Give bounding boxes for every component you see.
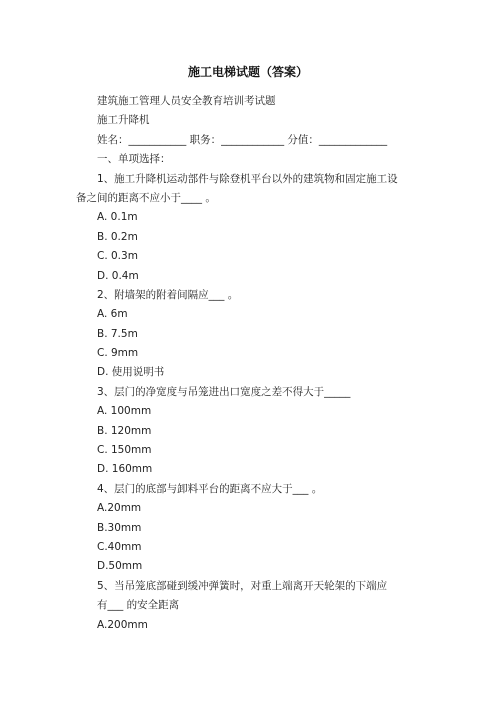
question-3-option-b: B. 120mm: [97, 424, 152, 437]
question-2-option-c: C. 9mm: [97, 347, 139, 360]
question-1-option-c: C. 0.3m: [97, 250, 138, 263]
question-4-option-c: C.40mm: [97, 540, 142, 553]
question-4-option-b: B.30mm: [97, 521, 142, 534]
question-1-option-d: D. 0.4m: [97, 269, 139, 282]
question-5-stem-line-1: 5、当吊笼底部碰到缓冲弹簧时，对重上端离开天轮架的下端应: [97, 579, 388, 592]
question-2-option-d: D. 使用说明书: [97, 366, 165, 379]
question-5-option-a: A.200mm: [97, 618, 148, 631]
document-body: [76, 92, 409, 635]
question-1-option-a: A. 0.1m: [97, 211, 138, 224]
document-title: 施工电梯试题（答案）: [187, 65, 308, 79]
question-1-stem-line-1: 1、施工升降机运动部件与除登机平台以外的建筑物和固定施工设: [97, 172, 398, 185]
question-3-option-d: D. 160mm: [97, 463, 153, 476]
question-1-stem-line-2: 备之间的距离不应小于____ 。: [76, 191, 216, 204]
section-heading: 一、单项选择：: [97, 153, 171, 166]
question-3-stem: 3、层门的净宽度与吊笼进出口宽度之差不得大于_____: [97, 385, 351, 398]
candidate-info-line: 姓名：___________ 职务：____________ 分值：_____________: [97, 133, 388, 146]
question-4-option-d: D.50mm: [97, 560, 143, 573]
question-1: [76, 170, 409, 286]
exam-subtitle: 建筑施工管理人员安全教育培训考试题: [97, 95, 276, 107]
exam-topic: 施工升降机: [97, 114, 150, 127]
question-1-option-b: B. 0.2m: [97, 230, 138, 243]
question-2: [97, 286, 409, 383]
question-5-stem-line-2: 有___ 的安全距离: [97, 599, 180, 612]
question-4: [97, 480, 409, 577]
question-2-option-a: A. 6m: [97, 308, 128, 321]
question-2-option-b: B. 7.5m: [97, 327, 138, 340]
question-4-stem: 4、层门的底部与卸料平台的距离不应大于___ 。: [97, 482, 323, 495]
question-3-option-a: A. 100mm: [97, 405, 152, 418]
question-3: [97, 383, 409, 480]
question-3-option-c: C. 150mm: [97, 444, 152, 457]
question-4-option-a: A.20mm: [97, 502, 142, 515]
question-5: [97, 577, 409, 635]
question-2-stem: 2、附墙架的附着间隔应___ 。: [97, 288, 239, 301]
